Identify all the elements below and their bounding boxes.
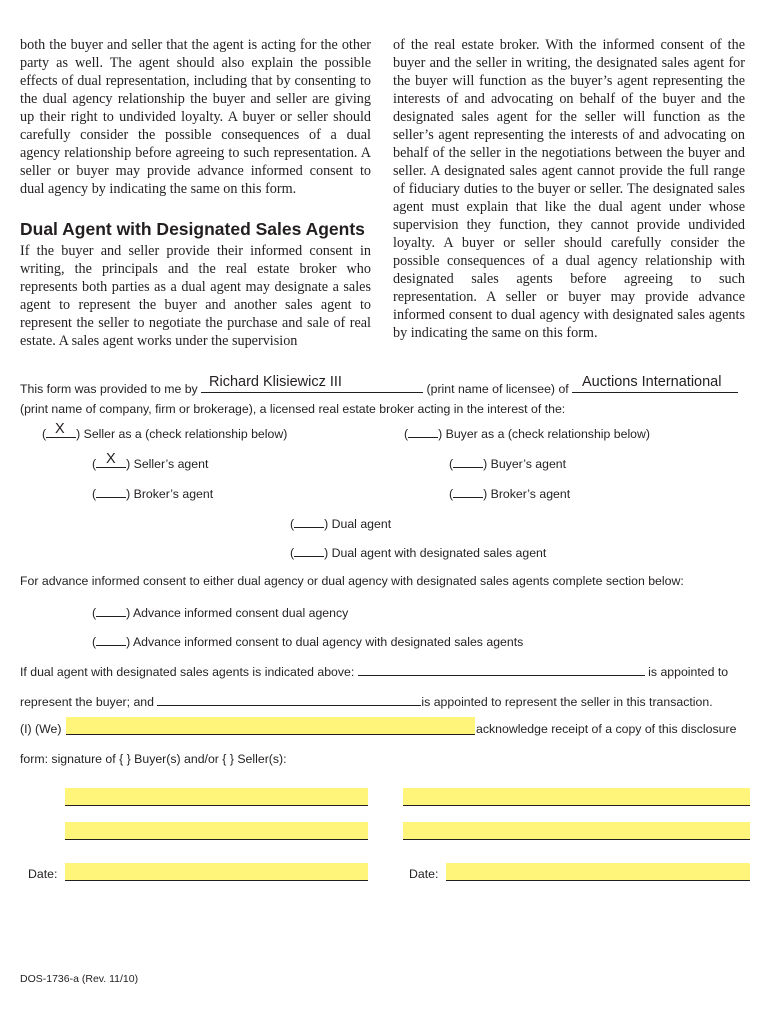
dual-agent-designated-checkbox[interactable] (294, 544, 324, 557)
appointed-seller-label: is appointed to represent the seller in this transaction. (421, 695, 713, 709)
advance-dual-designated-label: Advance informed consent to dual agency with designated sales agents (132, 635, 524, 649)
date-label-left: Date: (28, 867, 58, 881)
buyers-agent-label: Buyer’s agent (490, 457, 567, 471)
signature-of-label: form: signature of { } Buyer(s) and/or { } Seller(s): (20, 752, 287, 766)
company-name-value: Auctions International (582, 374, 722, 390)
advance-consent-intro: For advance informed consent to either dual agency or dual agency with designated sales agents complete section below: (20, 574, 684, 588)
acknowledge-label: acknowledge receipt of a copy of this disclosure (476, 722, 737, 736)
dual-agent-designated-label: Dual agent with designated sales agent (331, 546, 547, 560)
buyers-agent-checkbox[interactable] (453, 455, 483, 468)
signature-field-right-2[interactable] (403, 822, 750, 840)
dual-agent-checkbox[interactable] (294, 515, 324, 528)
buyers-agent-option[interactable]: ( ) Buyer’s agent (449, 457, 567, 471)
left-paragraph-2: If the buyer and seller provide their informed consent in writing, the principals and the real estate broker who represents both parties as a dual agent may designate a sales agent to represent the buyer and another sales agent to represent the seller to negotiate the purchase and sale of real estate. A sales agent works under the supervision (20, 243, 371, 349)
signature-field-left-2[interactable] (65, 822, 368, 840)
print-licensee-label: (print name of licensee) of (426, 382, 569, 396)
names-input-field[interactable] (66, 717, 475, 735)
buyer-option[interactable]: ( ) Buyer as a (check relationship below) (404, 427, 650, 441)
brokers-agent-label-right: Broker’s agent (490, 487, 571, 501)
form-id: DOS-1736-a (Rev. 11/10) (20, 973, 139, 985)
seller-option[interactable]: ( ) Seller as a (check relationship below) (42, 427, 288, 441)
advance-dual-checkbox[interactable] (96, 604, 126, 617)
date-label-right: Date: (409, 867, 439, 881)
sellers-agent-label: Seller’s agent (133, 457, 209, 471)
date-field-left[interactable] (65, 863, 368, 881)
advance-dual-option[interactable]: ( ) Advance informed consent dual agency (92, 606, 349, 620)
represent-line (20, 693, 713, 709)
brokers-agent-option-left[interactable]: ( ) Broker’s agent (92, 487, 214, 501)
sellers-agent-check-mark: X (106, 451, 116, 467)
right-paragraph: of the real estate broker. With the informed consent of the buyer and the seller in writing, the designated sales agent for the buyer will function as the buyer’s agent representing the interests of and advocating on behalf of the buyer and the designated sales agent for the seller will function as the seller’s agent representing the interests of and advocating on behalf of the seller in the negotiations between the buyer and seller. A designated sales agent cannot provide the full range of fiduciary duties to the buyer or seller. The designated sales agent must explain that like the dual agent under whose supervision they function, they cannot provide undivided loyalty. A buyer or seller should carefully consider the possible consequences of a dual agency relationship with designated sales agents before agreeing to such representation. A seller or buyer may provide advance informed consent to dual agency with designated sales agents by indicating the same on this form. (393, 37, 745, 341)
advance-dual-designated-option[interactable]: ( ) Advance informed consent to dual agency with designated sales agents (92, 635, 524, 649)
advance-dual-designated-checkbox[interactable] (96, 633, 126, 646)
i-we-label: (I) (We) (20, 722, 62, 736)
represent-buyer-label: represent the buyer; and (20, 695, 154, 709)
brokers-agent-label-left: Broker’s agent (133, 487, 214, 501)
advance-dual-label: Advance informed consent dual agency (132, 606, 349, 620)
brokers-agent-checkbox-right[interactable] (453, 485, 483, 498)
company-description: (print name of company, firm or brokerage), a licensed real estate broker acting in the interest of the: (20, 402, 566, 416)
section-heading: Dual Agent with Designated Sales Agents (20, 219, 365, 239)
seller-check-mark: X (55, 421, 65, 437)
date-field-right[interactable] (446, 863, 750, 881)
dual-agent-designated-option[interactable]: ( ) Dual agent with designated sales agent (290, 546, 547, 560)
sellers-agent-option[interactable]: ( ) Seller’s agent (92, 457, 209, 471)
brokers-agent-option-right[interactable]: ( ) Broker’s agent (449, 487, 571, 501)
right-column-text (393, 36, 745, 342)
dual-agent-option[interactable]: ( ) Dual agent (290, 517, 392, 531)
brokers-agent-checkbox-left[interactable] (96, 485, 126, 498)
licensee-name-value: Richard Klisiewicz III (209, 374, 342, 390)
buyer-designated-agent-field[interactable] (358, 663, 645, 676)
buyer-option-label: Buyer as a (check relationship below) (445, 427, 650, 441)
designated-prefix: If dual agent with designated sales agents is indicated above: (20, 665, 355, 679)
left-paragraph-1: both the buyer and seller that the agent is acting for the other party as well. The agent should also explain the possible effects of dual representation, including that by consenting to the dual agency relationship the buyer and seller are giving up their right to undivided loyalty. A buyer or seller should carefully consider the possible consequences of a dual agency relationship before agreeing to such representation. A seller or buyer may provide advance informed consent to dual agency by indicating the same on this form. (20, 37, 371, 197)
appointed-to-label: is appointed to (648, 665, 729, 679)
signature-field-right-1[interactable] (403, 788, 750, 806)
dual-agent-label: Dual agent (331, 517, 392, 531)
buyer-checkbox[interactable] (408, 425, 438, 438)
provided-prefix: This form was provided to me by (20, 382, 198, 396)
seller-option-label: Seller as a (check relationship below) (83, 427, 288, 441)
left-column-text (20, 36, 371, 350)
signature-field-left-1[interactable] (65, 788, 368, 806)
seller-designated-agent-field[interactable] (157, 693, 421, 706)
designated-agent-line (20, 663, 728, 679)
